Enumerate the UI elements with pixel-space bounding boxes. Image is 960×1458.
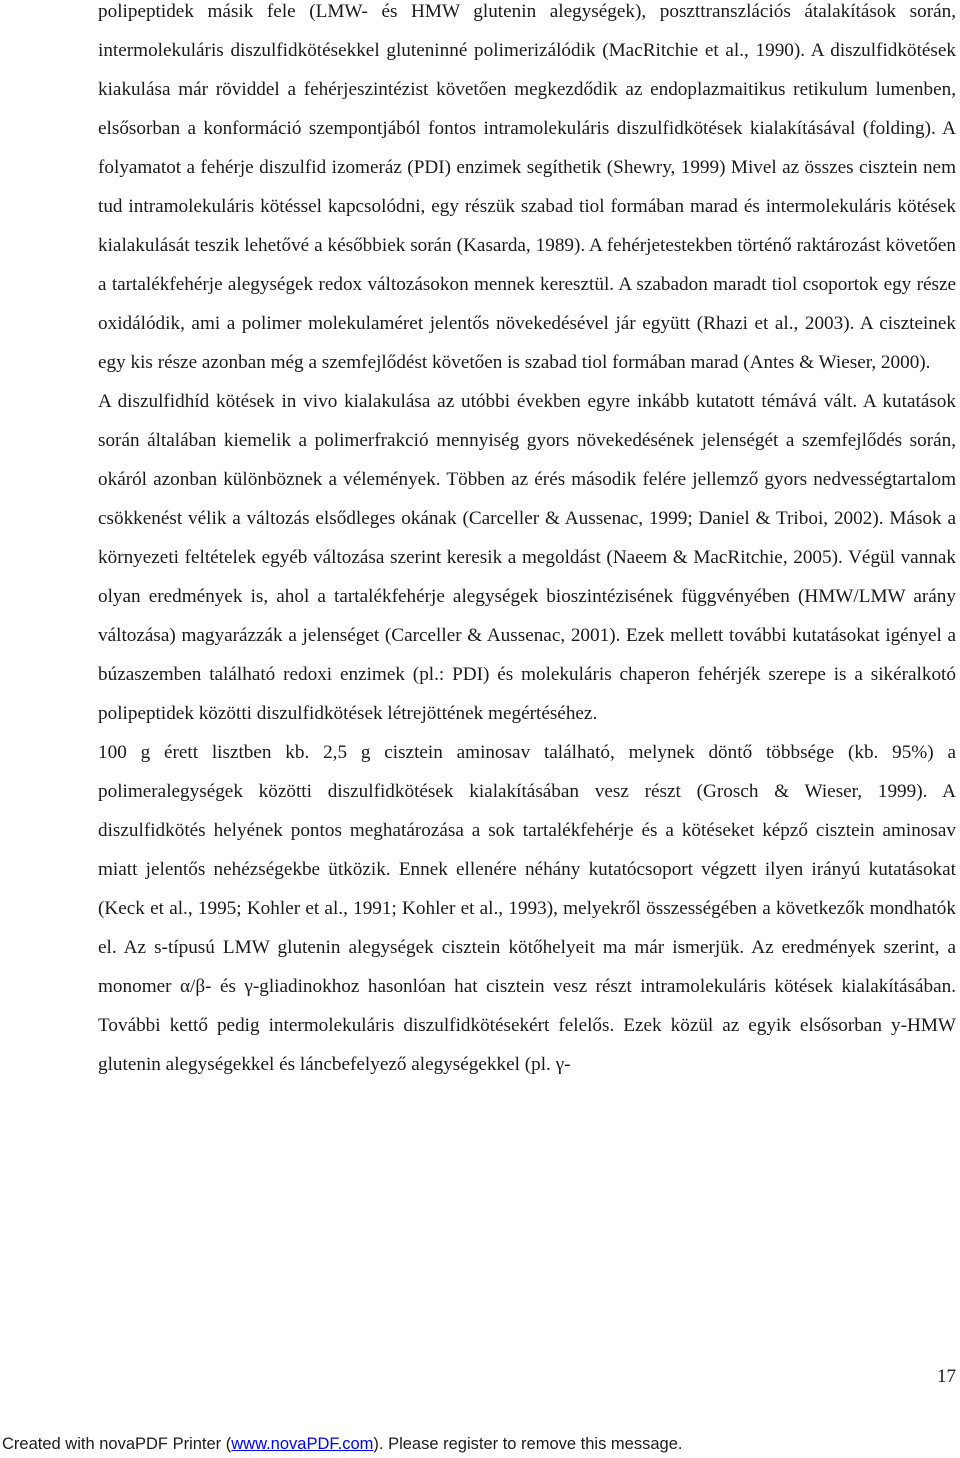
footer-prefix: Created with novaPDF Printer ( <box>2 1435 232 1453</box>
pdf-printer-footer <box>0 1430 960 1458</box>
footer-link[interactable]: www.novaPDF.com <box>231 1435 374 1453</box>
page-number: 17 <box>937 1366 956 1387</box>
paragraph-cysteine-content: 100 g érett lisztben kb. 2,5 g cisztein aminosav található, melynek döntő többsége (kb. 95%) a polimeralegységek közötti diszulfidkötések kialakításában vesz részt (Grosch & Wieser, 1999). A diszulfidkötés helyének pontos meghatározása a sok tartalékfehérje és a kötéseket képző cisztein aminosav miatt jelentős nehézségekbe ütközik. Ennek ellenére néhány kutatócsoport végzett ilyen irányú kutatásokat (Keck et al., 1995; Kohler et al., 1991; Kohler et al., 1993), melyekről összességében a következők mondhatók el. Az s-típusú LMW glutenin alegységek cisztein kötőhelyeit ma már ismerjük. Az eredmények szerint, a monomer α/β- és γ-gliadinokhoz hasonlóan hat cisztein vesz részt intramolekuláris kötések kialakításában. További kettő pedig intermolekuláris diszulfidkötésekért felelős. Ezek közül az egyik elsősorban y-HMW glutenin alegységekkel és láncbefelyező alegységekkel (pl. γ- <box>98 742 956 1075</box>
paragraph-in-vivo-research: A diszulfidhíd kötések in vivo kialakulása az utóbbi években egyre inkább kutatott témává vált. A kutatások során általában kiemelik a polimerfrakció mennyiség gyors növekedésének jelenségét a szemfejlődés során, okáról azonban különböznek a vélemények. Többen az érés második felére jellemző gyors nedvességtartalom csökkenést vélik a változás elsődleges okának (Carceller & Aussenac, 1999; Daniel & Triboi, 2002). Mások a környezeti feltételek egyéb változása szerint keresik a megoldást (Naeem & MacRitchie, 2005). Végül vannak olyan eredmények is, ahol a tartalékfehérje alegységek bioszintézisének függvényében (HMW/LMW arány változása) magyarázzák a jelenséget (Carceller & Aussenac, 2001). Ezek mellett további kutatásokat igényel a búzaszemben található redoxi enzimek (pl.: PDI) és molekuláris chaperon fehérjék szerepe is a sikéralkotó polipeptidek közötti diszulfidkötések létrejöttének megértéséhez. <box>98 391 956 724</box>
paragraph-disulfide-formation: polipeptidek másik fele (LMW- és HMW glutenin alegységek), poszttranszlációs átalakítások során, intermolekuláris diszulfidkötésekkel gluteninné polimerizálódik (MacRitchie et al., 1990). A diszulfidkötések kiakulása már röviddel a fehérjeszintézist követően megkezdődik az endoplazmaitikus retikulum lumenben, elsősorban a konformáció szempontjából fontos intramolekuláris diszulfidkötések kialakításával (folding). A folyamatot a fehérje diszulfid izomeráz (PDI) enzimek segíthetik (Shewry, 1999) Mivel az összes cisztein nem tud intramolekuláris kötéssel kapcsolódni, egy részük szabad tiol formában marad és intermolekuláris kötések kialakulását teszik lehetővé a későbbiek során (Kasarda, 1989). A fehérjetestekben történő raktározást követően a tartalékfehérje alegységek redox változásokon mennek keresztül. A szabadon maradt tiol csoportok egy része oxidálódik, ami a polimer molekulaméret jelentős növekedésével jár együtt (Rhazi et al., 2003). A ciszteinek egy kis része azonban még a szemfejlődést követően is szabad tiol formában marad (Antes & Wieser, 2000). <box>98 1 956 373</box>
footer-suffix: ). Please register to remove this message. <box>373 1435 683 1453</box>
document-page <box>98 0 956 1084</box>
document-body <box>98 0 956 1084</box>
